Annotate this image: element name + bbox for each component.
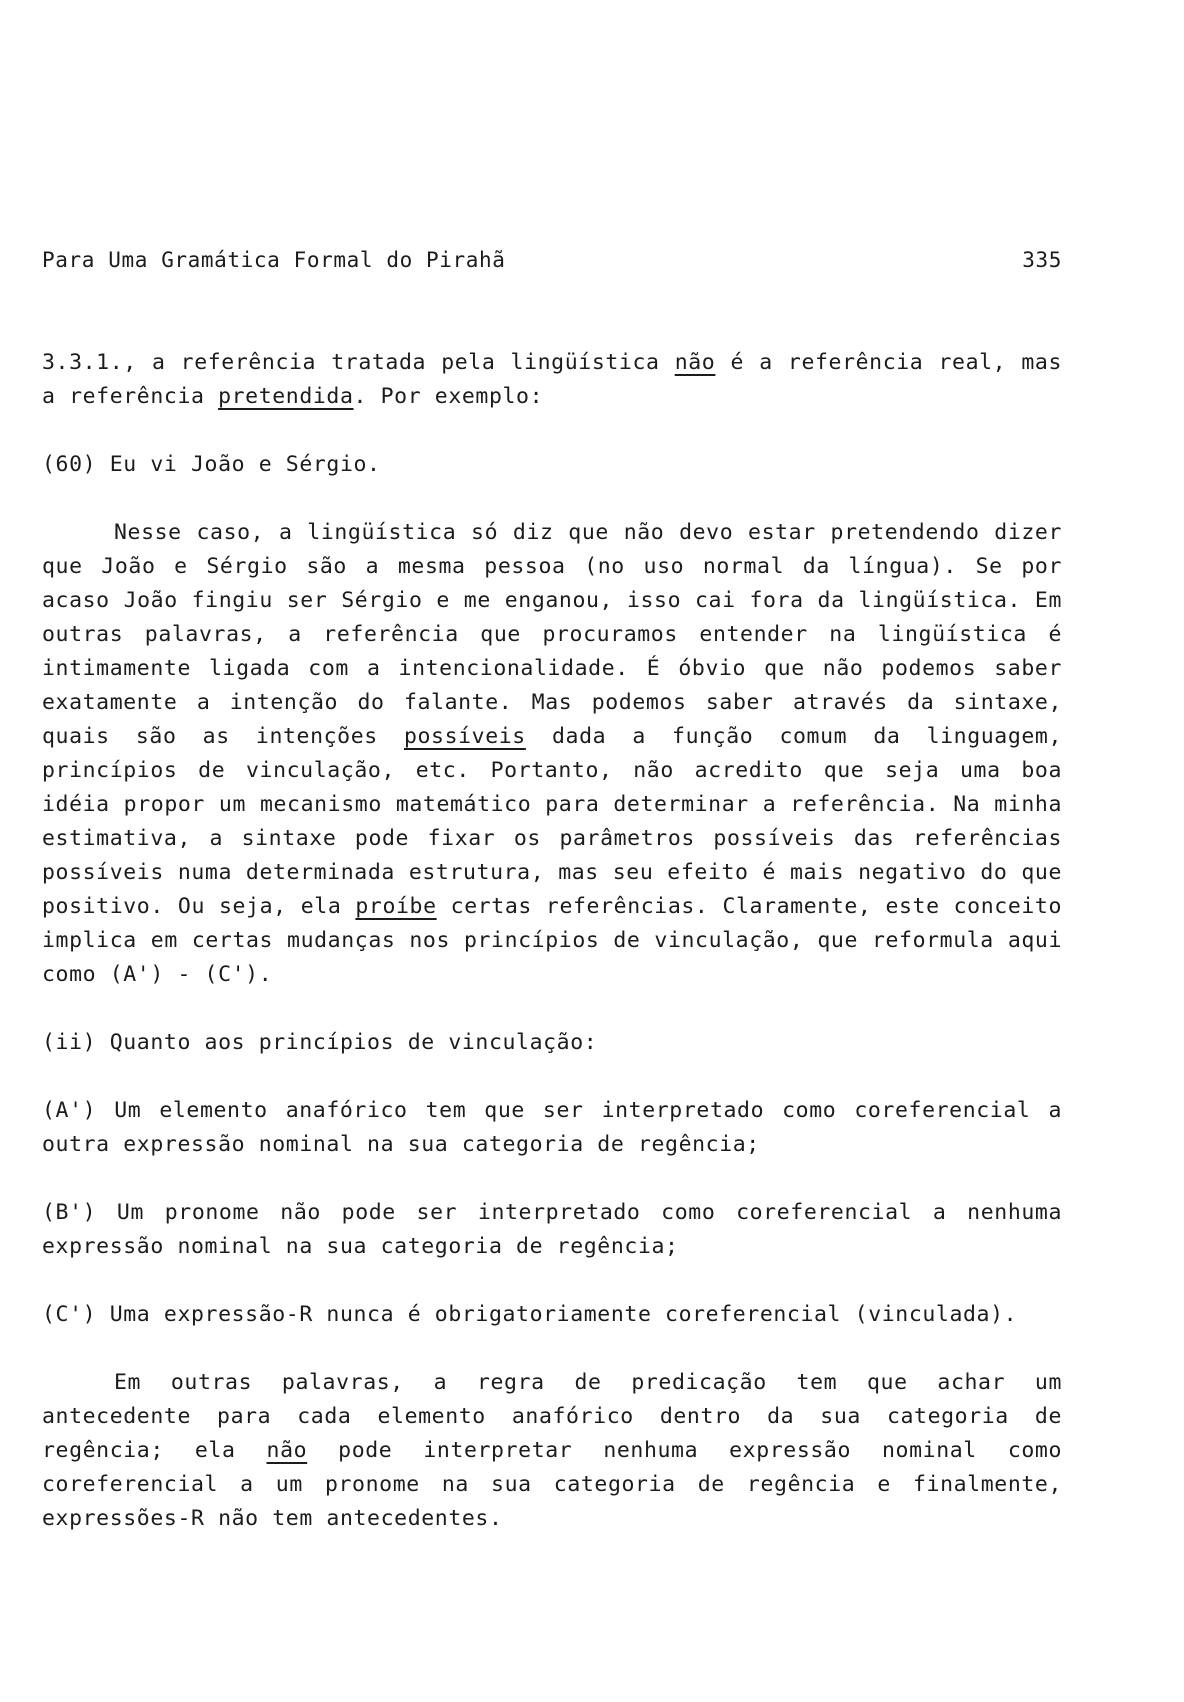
underlined-word: não (674, 350, 716, 375)
paragraph-discussion (42, 516, 1062, 992)
paragraph-text: 3.3.1., a referência tratada pela lingüística (42, 350, 675, 375)
paragraph-text: certas referências. Claramente, este conceito implica em certas mudanças nos princípios de vinculação, que reformula aqui como (A') - (C'). (42, 894, 1062, 987)
principle-a: (A') Um elemento anafórico tem que ser interpretado como coreferencial a outra expressão nominal na sua categoria de regência; (42, 1098, 1062, 1157)
underlined-word: possíveis (403, 724, 526, 749)
underlined-word: não (266, 1438, 308, 1463)
list-item-ii: (ii) Quanto aos princípios de vinculação: (42, 1030, 598, 1055)
body-text (42, 346, 1062, 1536)
paragraph-intro (42, 346, 1062, 414)
page-header (42, 248, 1062, 280)
example-60: (60) Eu vi João e Sérgio. (42, 452, 381, 477)
underlined-word: proíbe (355, 894, 437, 919)
principle-b: (B') Um pronome não pode ser interpretado como coreferencial a nenhuma expressão nominal na sua categoria de regência; (42, 1200, 1062, 1259)
paragraph-text: é a referência real, mas a referência (42, 350, 1062, 409)
paragraph-conclusion (42, 1366, 1062, 1536)
paragraph-text: pode interpretar nenhuma expressão nominal como coreferencial a um pronome na sua categoria de regência e finalmente, expressões-R não tem antecedentes. (42, 1438, 1062, 1531)
page-number: 335 (1022, 248, 1062, 272)
paragraph-text: Nesse caso, a lingüística só diz que não devo estar pretendendo dizer que João e Sérgio são a mesma pessoa (no uso normal da língua). Se por acaso João fingiu ser Sérgio e me enganou, isso cai fora da lingüística. Em outras palavras, a referência que procuramos entender na lingüística é intimamente ligada com a intencionalidade. É óbvio que não podemos saber exatamente a intenção do falante. Mas podemos saber através da sintaxe, quais são as intenções (42, 520, 1062, 749)
principle-c: (C') Uma expressão-R nunca é obrigatoriamente coreferencial (vinculada). (42, 1302, 1018, 1327)
paragraph-text: . Por exemplo: (353, 384, 544, 409)
paragraph-text: dada a função comum da linguagem, princípios de vinculação, etc. Portanto, não acredito que seja uma boa idéia propor um mecanismo matemático para determinar a referência. Na minha estimativa, a sintaxe pode fixar os parâmetros possíveis das referências possíveis numa determinada estrutura, mas seu efeito é mais negativo do que positivo. Ou seja, ela (42, 724, 1063, 919)
running-title: Para Uma Gramática Formal do Pirahã (42, 248, 506, 272)
paragraph-text: Em outras palavras, a regra de predicação tem que achar um antecedente para cada elemento anafórico dentro da sua categoria de regência; ela (42, 1370, 1062, 1463)
underlined-word: pretendida (218, 384, 354, 409)
